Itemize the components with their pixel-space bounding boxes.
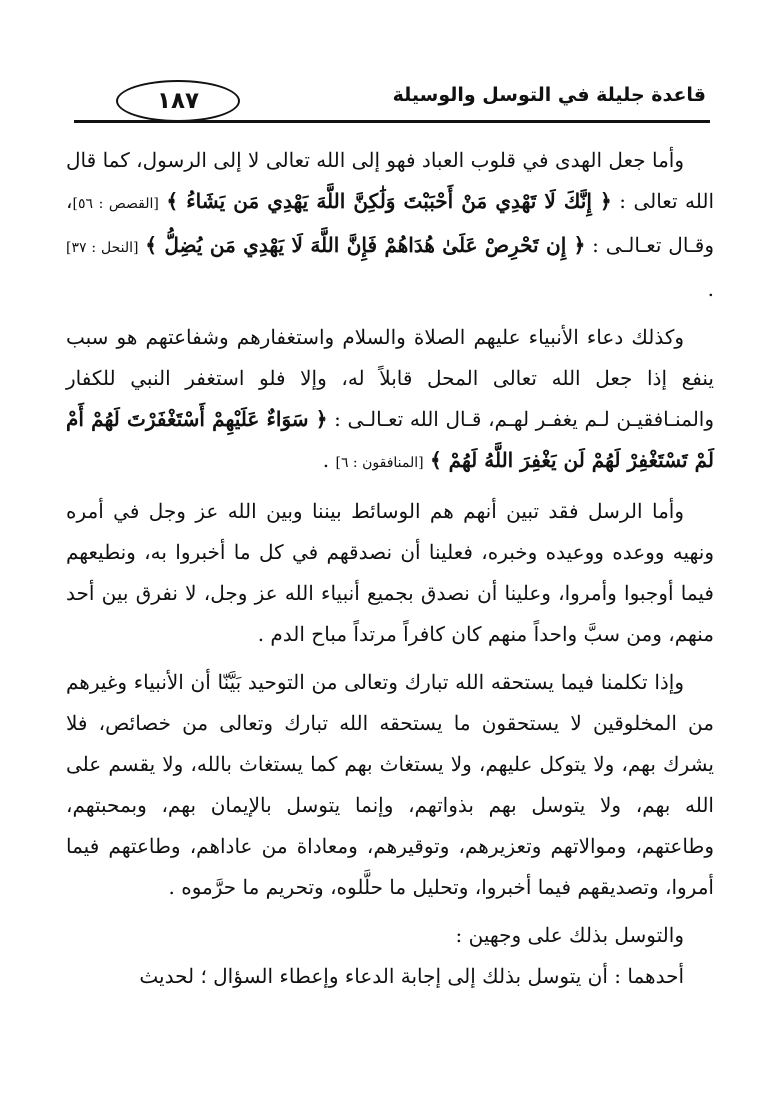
quran-verse-qasas: ﴿ إِنَّكَ لَا تَهْدِي مَنْ أَحْبَبْتَ وَلَٰكِنَّ اللَّهَ يَهْدِي مَن يَشَاءُ ﴾ (166, 189, 612, 213)
paragraph-2-end: . (322, 448, 336, 472)
paragraph-3: وأما الرسل فقد تبين أنهم هم الوسائط بيننا وبين الله عز وجل في أمره ونهيه ووعده ووعيده وخبره، فعلينا أن نصدقهم في كل ما أخبروا به، ونطيعهم فيما أوجبوا وأمروا، وعلينا أن نصدق بجميع أنبياء الله عز وجل، لا نفرق بين أحد منهم، ومن سبَّ واحداً منهم كان كافراً مرتداً مباح الدم . (66, 499, 714, 646)
verse-reference-munafiqun: [المنافقون : ٦] (335, 455, 424, 471)
paragraph-1-mid: ، وقـال تعـالـى : (66, 189, 714, 257)
paragraph-1 (66, 140, 714, 310)
paragraph-2-intro: وكذلك دعاء الأنبياء عليهم الصلاة والسلام واستغفارهم وشفاعتهم هو سبب ينفع إذا جعل الله تعالى المحل قابلاً له، وإلا فلو استغفر النبي للكفار والمنـافقيـن لـم يغفـر لهـم، قـال الله تعـالـى : (66, 325, 715, 431)
paragraph-6: أحدهما : أن يتوسل بذلك إلى إجابة الدعاء وإعطاء السؤال ؛ لحديث (139, 964, 684, 988)
running-title: قاعدة جليلة في التوسل والوسيلة (392, 84, 706, 106)
paragraph-1-end: . (707, 277, 714, 301)
paragraph-4: وإذا تكلمنا فيما يستحقه الله تبارك وتعالى من التوحيد بَيَّنّا أن الأنبياء وغيرهم من المخلوقين لا يستحقون ما يستحقه الله تبارك وتعالى من خصائص، فلا يشرك بهم، ولا يتوكل عليهم، ولا يستغاث بهم كما يستغاث بالله، ولا يقسم على الله بهم، ولا يتوسل بهم بذواتهم، وإنما يتوسل بالإيمان بهم، وبمحبتهم، وطاعتهم، وموالاتهم وتعزيرهم، وتوقيرهم، ومعاداة من عاداهم، وطاعتهم فيما أمروا، وتصديقهم فيما أخبروا، وتحليل ما حلَّلوه، وتحريم ما حرَّموه . (66, 670, 714, 899)
paragraph-5: والتوسل بذلك على وجهين : (455, 923, 684, 947)
page-header (74, 78, 710, 126)
quran-verse-nahl: ﴿ إِن تَحْرِصْ عَلَىٰ هُدَاهُمْ فَإِنَّ اللَّهَ لَا يَهْدِي مَن يُضِلُّ ﴾ (145, 233, 586, 257)
paragraph-2 (66, 317, 714, 484)
paragraph-1-intro: وأما جعل الهدى في قلوب العباد فهو إلى الله تعالى لا إلى الرسول، كما قال الله تعالى : (66, 148, 715, 213)
page-number-badge (116, 80, 240, 122)
verse-reference-nahl: [النحل : ٣٧] (66, 240, 139, 256)
page-number: ١٨٧ (156, 88, 200, 114)
quran-verse-munafiqun: ﴿ سَوَاءٌ عَلَيْهِمْ أَسْتَغْفَرْتَ لَهُمْ أَمْ لَمْ تَسْتَغْفِرْ لَهُمْ لَن يَغْفِرَ اللَّهُ لَهُمْ ﴾ (66, 407, 714, 472)
verse-reference-qasas: [القصص : ٥٦] (72, 196, 159, 212)
page-body (66, 140, 714, 997)
header-rule (74, 120, 710, 123)
